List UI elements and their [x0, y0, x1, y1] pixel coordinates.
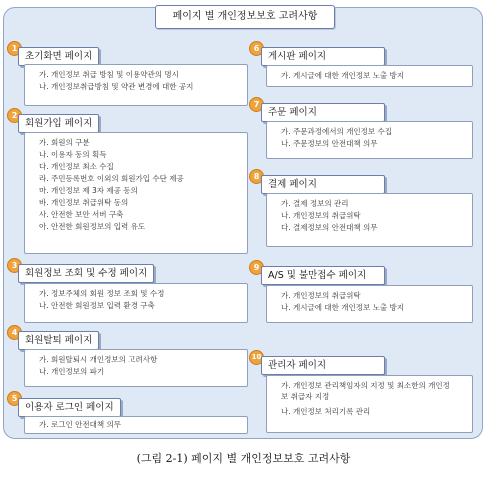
- section-7-item: 가. 주문과정에서의 개인정보 수집: [281, 127, 392, 136]
- section-7-number-badge: 7: [249, 97, 264, 112]
- section-9-item: 나. 게시글에 대한 개인정보 노출 방지: [281, 303, 404, 312]
- section-3-title: 회원정보 조회 및 수정 페이지: [18, 264, 154, 283]
- section-10-title: 관리자 페이지: [261, 356, 385, 375]
- section-2-item: 아. 안전한 회원정보의 입력 유도: [39, 222, 146, 231]
- section-2-item: 라. 주민등록번호 이외의 회원가입 수단 제공: [39, 174, 184, 183]
- section-2-item: 다. 개인정보 최소 수집: [39, 162, 114, 171]
- section-3-item: 나. 안전한 회원정보 입력 환경 구축: [39, 301, 155, 310]
- section-8-number-badge: 8: [249, 169, 264, 184]
- section-9-item: 가. 개인정보의 취급위탁: [281, 291, 361, 300]
- section-10-body: [266, 375, 473, 433]
- section-1-body: [24, 64, 248, 106]
- section-1-title: 초기화면 페이지: [18, 47, 99, 66]
- section-2-item: 마. 개인정보 제 3자 제공 동의: [39, 186, 138, 195]
- section-4-item: 나. 개인정보의 파기: [39, 367, 105, 376]
- section-9-title: A/S 및 불만접수 페이지: [261, 266, 385, 285]
- section-1-item: 나. 개인정보취급방침 및 약관 변경에 대한 공지: [39, 82, 194, 91]
- section-6-item: 가. 게시글에 대한 개인정보 노출 방지: [281, 71, 404, 80]
- figure-caption: (그림 2-1) 페이지 별 개인정보보호 고려사항: [136, 452, 351, 465]
- section-4-body: [24, 349, 248, 387]
- diagram-title: 페이지 별 개인정보보호 고려사항: [155, 5, 335, 29]
- section-8-item: 다. 결제정보의 안전대책 의무: [281, 223, 378, 232]
- section-5-number-badge: 5: [7, 391, 22, 406]
- section-8-item: 나. 개인정보의 취급위탁: [281, 211, 361, 220]
- section-3-number-badge: 3: [7, 258, 22, 273]
- section-7-item: 나. 주문정보의 안전대책 의무: [281, 139, 378, 148]
- section-6-number-badge: 6: [249, 41, 264, 56]
- section-4-item: 가. 회원탈퇴시 개인정보의 고려사항: [39, 355, 158, 364]
- section-8-title: 결제 페이지: [261, 175, 385, 194]
- section-6-title: 게시판 페이지: [261, 47, 385, 66]
- section-9-body: [266, 285, 473, 323]
- section-10-item: 나. 개인정보 처리기록 관리: [281, 407, 371, 416]
- section-2-item: 나. 이용자 동의 획득: [39, 150, 107, 159]
- section-3-item: 가. 정보주체의 회원 정보 조회 및 수정: [39, 289, 165, 298]
- section-2-body: [24, 132, 248, 254]
- section-1-number-badge: 1: [7, 41, 22, 56]
- section-5-body: [24, 416, 248, 434]
- section-2-number-badge: 2: [7, 108, 22, 123]
- section-3-body: [24, 283, 248, 323]
- section-4-number-badge: 4: [7, 325, 22, 340]
- section-10-number-badge: 10: [249, 350, 264, 365]
- section-6-body: [266, 65, 473, 87]
- section-5-item: 가. 로그인 안전대책 의무: [39, 420, 121, 429]
- section-4-title: 회원탈퇴 페이지: [18, 331, 99, 350]
- section-2-item: 바. 개인정보 취급위탁 동의: [39, 198, 129, 207]
- section-9-number-badge: 9: [249, 260, 264, 275]
- section-5-title: 이용자 로그인 페이지: [18, 398, 121, 417]
- section-7-title: 주문 페이지: [261, 103, 385, 122]
- section-10-item: 가. 개인정보 관리책임자의 지정 및 최소한의 개인정보 취급자 지정: [281, 381, 450, 401]
- section-7-body: [266, 121, 473, 159]
- section-2-item: 가. 회원의 구분: [39, 138, 90, 147]
- section-2-title: 회원가입 페이지: [18, 114, 99, 133]
- section-8-body: [266, 193, 473, 247]
- section-1-item: 가. 개인정보 취급 방침 및 이용약관의 명시: [39, 70, 179, 79]
- section-8-item: 가. 결제 정보의 관리: [281, 199, 349, 208]
- section-2-item: 사. 안전한 보안 서버 구축: [39, 210, 124, 219]
